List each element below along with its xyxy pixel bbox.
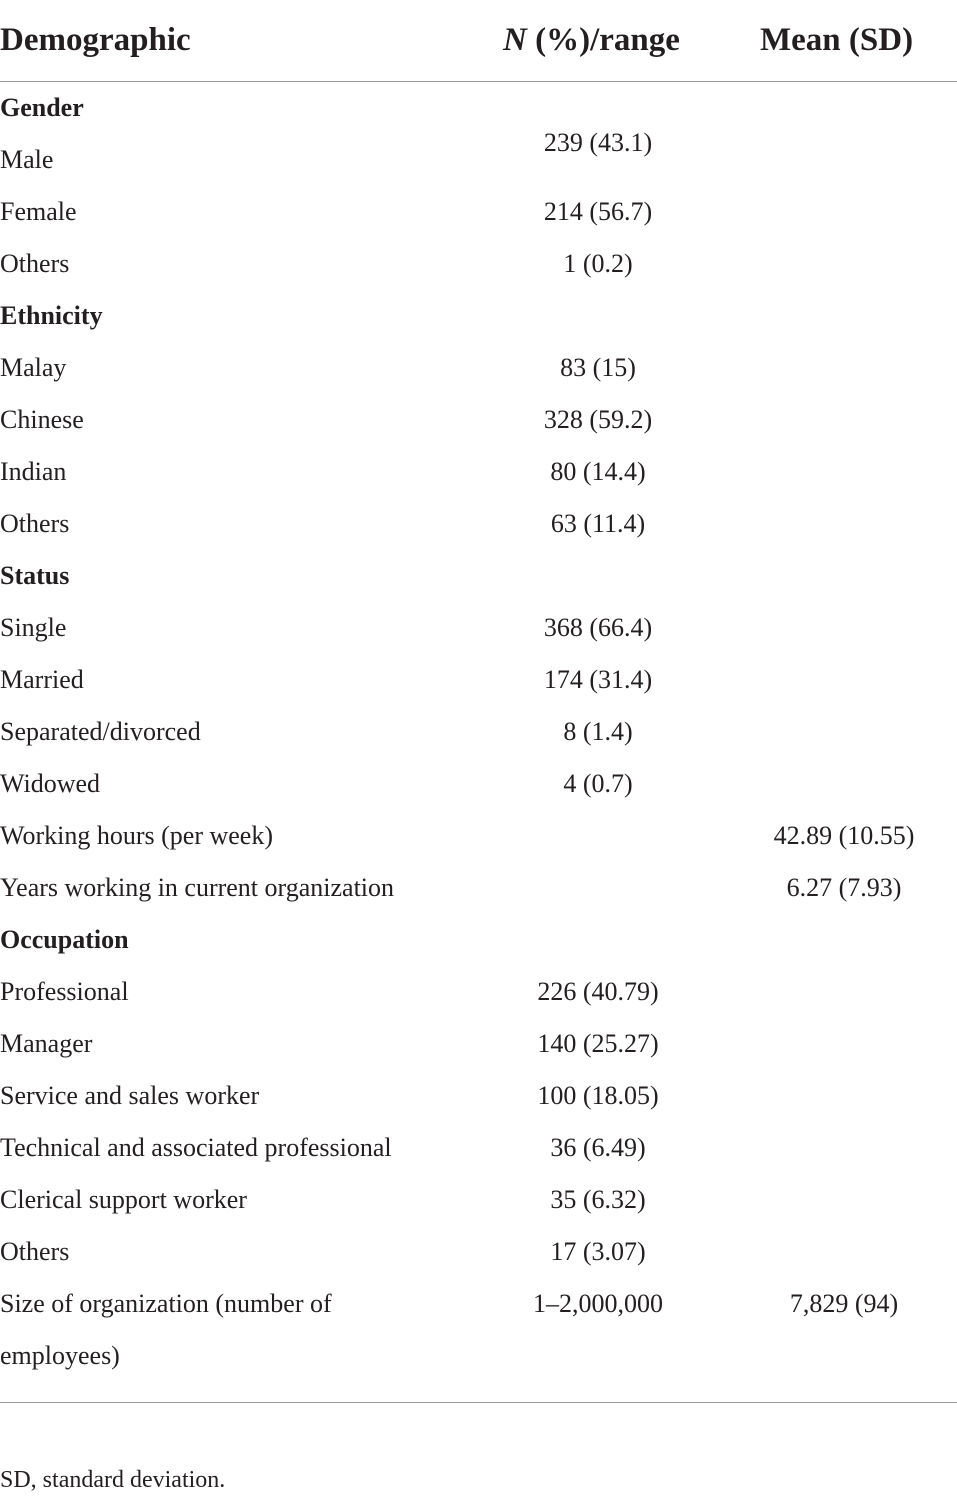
row-n-value: 83 (15)	[560, 353, 636, 382]
table-header-row	[0, 0, 957, 82]
row-n-value: 214 (56.7)	[543, 197, 653, 226]
row-label: Status	[0, 561, 70, 590]
row-n-value: 1 (0.2)	[563, 249, 633, 278]
row-label: Widowed	[0, 769, 101, 798]
row-n-value: 8 (1.4)	[563, 717, 633, 746]
header-n-rest: (%)/range	[526, 22, 680, 58]
row-label: Single	[0, 613, 67, 642]
row-n-value: 4 (0.7)	[563, 769, 633, 798]
table-row	[0, 1070, 957, 1122]
table-row	[0, 550, 957, 602]
table-bottom-rule	[0, 1402, 957, 1403]
table-row	[0, 394, 957, 446]
header-n-percent-range	[503, 20, 680, 60]
row-label: Working hours (per week)	[0, 821, 273, 850]
row-n-value: 140 (25.27)	[537, 1029, 659, 1058]
row-label: Technical and associated professional	[0, 1133, 392, 1162]
row-label: Indian	[0, 457, 67, 486]
row-n-value: 36 (6.49)	[550, 1133, 646, 1162]
table-row	[0, 966, 957, 1018]
row-label: Female	[0, 197, 77, 226]
table-row	[0, 914, 957, 966]
table-row	[0, 810, 957, 862]
table-row	[0, 1278, 957, 1382]
row-n-value: 1–2,000,000	[533, 1289, 663, 1318]
table-row	[0, 498, 957, 550]
table-row	[0, 342, 957, 394]
table-row	[0, 602, 957, 654]
row-label: Male	[0, 145, 54, 174]
row-n-value: 17 (3.07)	[550, 1237, 646, 1266]
row-n-value: 80 (14.4)	[550, 457, 646, 486]
row-n-value: 174 (31.4)	[543, 665, 653, 694]
row-label: Professional	[0, 977, 129, 1006]
table-row	[0, 758, 957, 810]
table-row	[0, 290, 957, 342]
row-n-value: 35 (6.32)	[550, 1185, 646, 1214]
table-row	[0, 446, 957, 498]
row-label: Others	[0, 509, 70, 538]
table-row	[0, 1018, 957, 1070]
row-label: Size of organization (number of employees)	[0, 1289, 332, 1370]
table-footnote: SD, standard deviation.	[0, 1467, 226, 1493]
table-row	[0, 1226, 957, 1278]
row-n-value: 328 (59.2)	[543, 405, 653, 434]
row-label: Chinese	[0, 405, 84, 434]
row-n-value: 368 (66.4)	[543, 613, 653, 642]
row-label: Clerical support worker	[0, 1185, 247, 1214]
header-demographic: Demographic	[0, 22, 191, 58]
row-n-value: 100 (18.05)	[537, 1081, 659, 1110]
row-label: Service and sales worker	[0, 1081, 260, 1110]
table-row	[0, 862, 957, 914]
row-label: Gender	[0, 93, 84, 122]
row-label: Others	[0, 249, 70, 278]
row-label: Ethnicity	[0, 301, 103, 330]
table-body	[0, 82, 957, 1382]
row-label: Others	[0, 1237, 70, 1266]
row-label: Manager	[0, 1029, 93, 1058]
table-row	[0, 1174, 957, 1226]
table-row	[0, 654, 957, 706]
row-mean-value: 6.27 (7.93)	[786, 873, 902, 902]
row-label: Separated/divorced	[0, 717, 201, 746]
table-row	[0, 1122, 957, 1174]
row-n-value: 63 (11.4)	[550, 509, 646, 538]
table-row	[0, 238, 957, 290]
row-label: Married	[0, 665, 84, 694]
row-label: Years working in current organization	[0, 873, 395, 902]
header-n-symbol: N	[503, 22, 527, 58]
table-row	[0, 128, 957, 186]
table-row	[0, 706, 957, 758]
row-label: Occupation	[0, 925, 129, 954]
row-label: Malay	[0, 353, 67, 382]
row-mean-value: 7,829 (94)	[789, 1289, 899, 1318]
row-mean-value: 42.89 (10.55)	[773, 821, 915, 850]
row-n-value: 239 (43.1)	[543, 128, 653, 157]
row-n-value: 226 (40.79)	[537, 977, 659, 1006]
table-row	[0, 186, 957, 238]
header-mean-sd: Mean (SD)	[760, 22, 914, 58]
